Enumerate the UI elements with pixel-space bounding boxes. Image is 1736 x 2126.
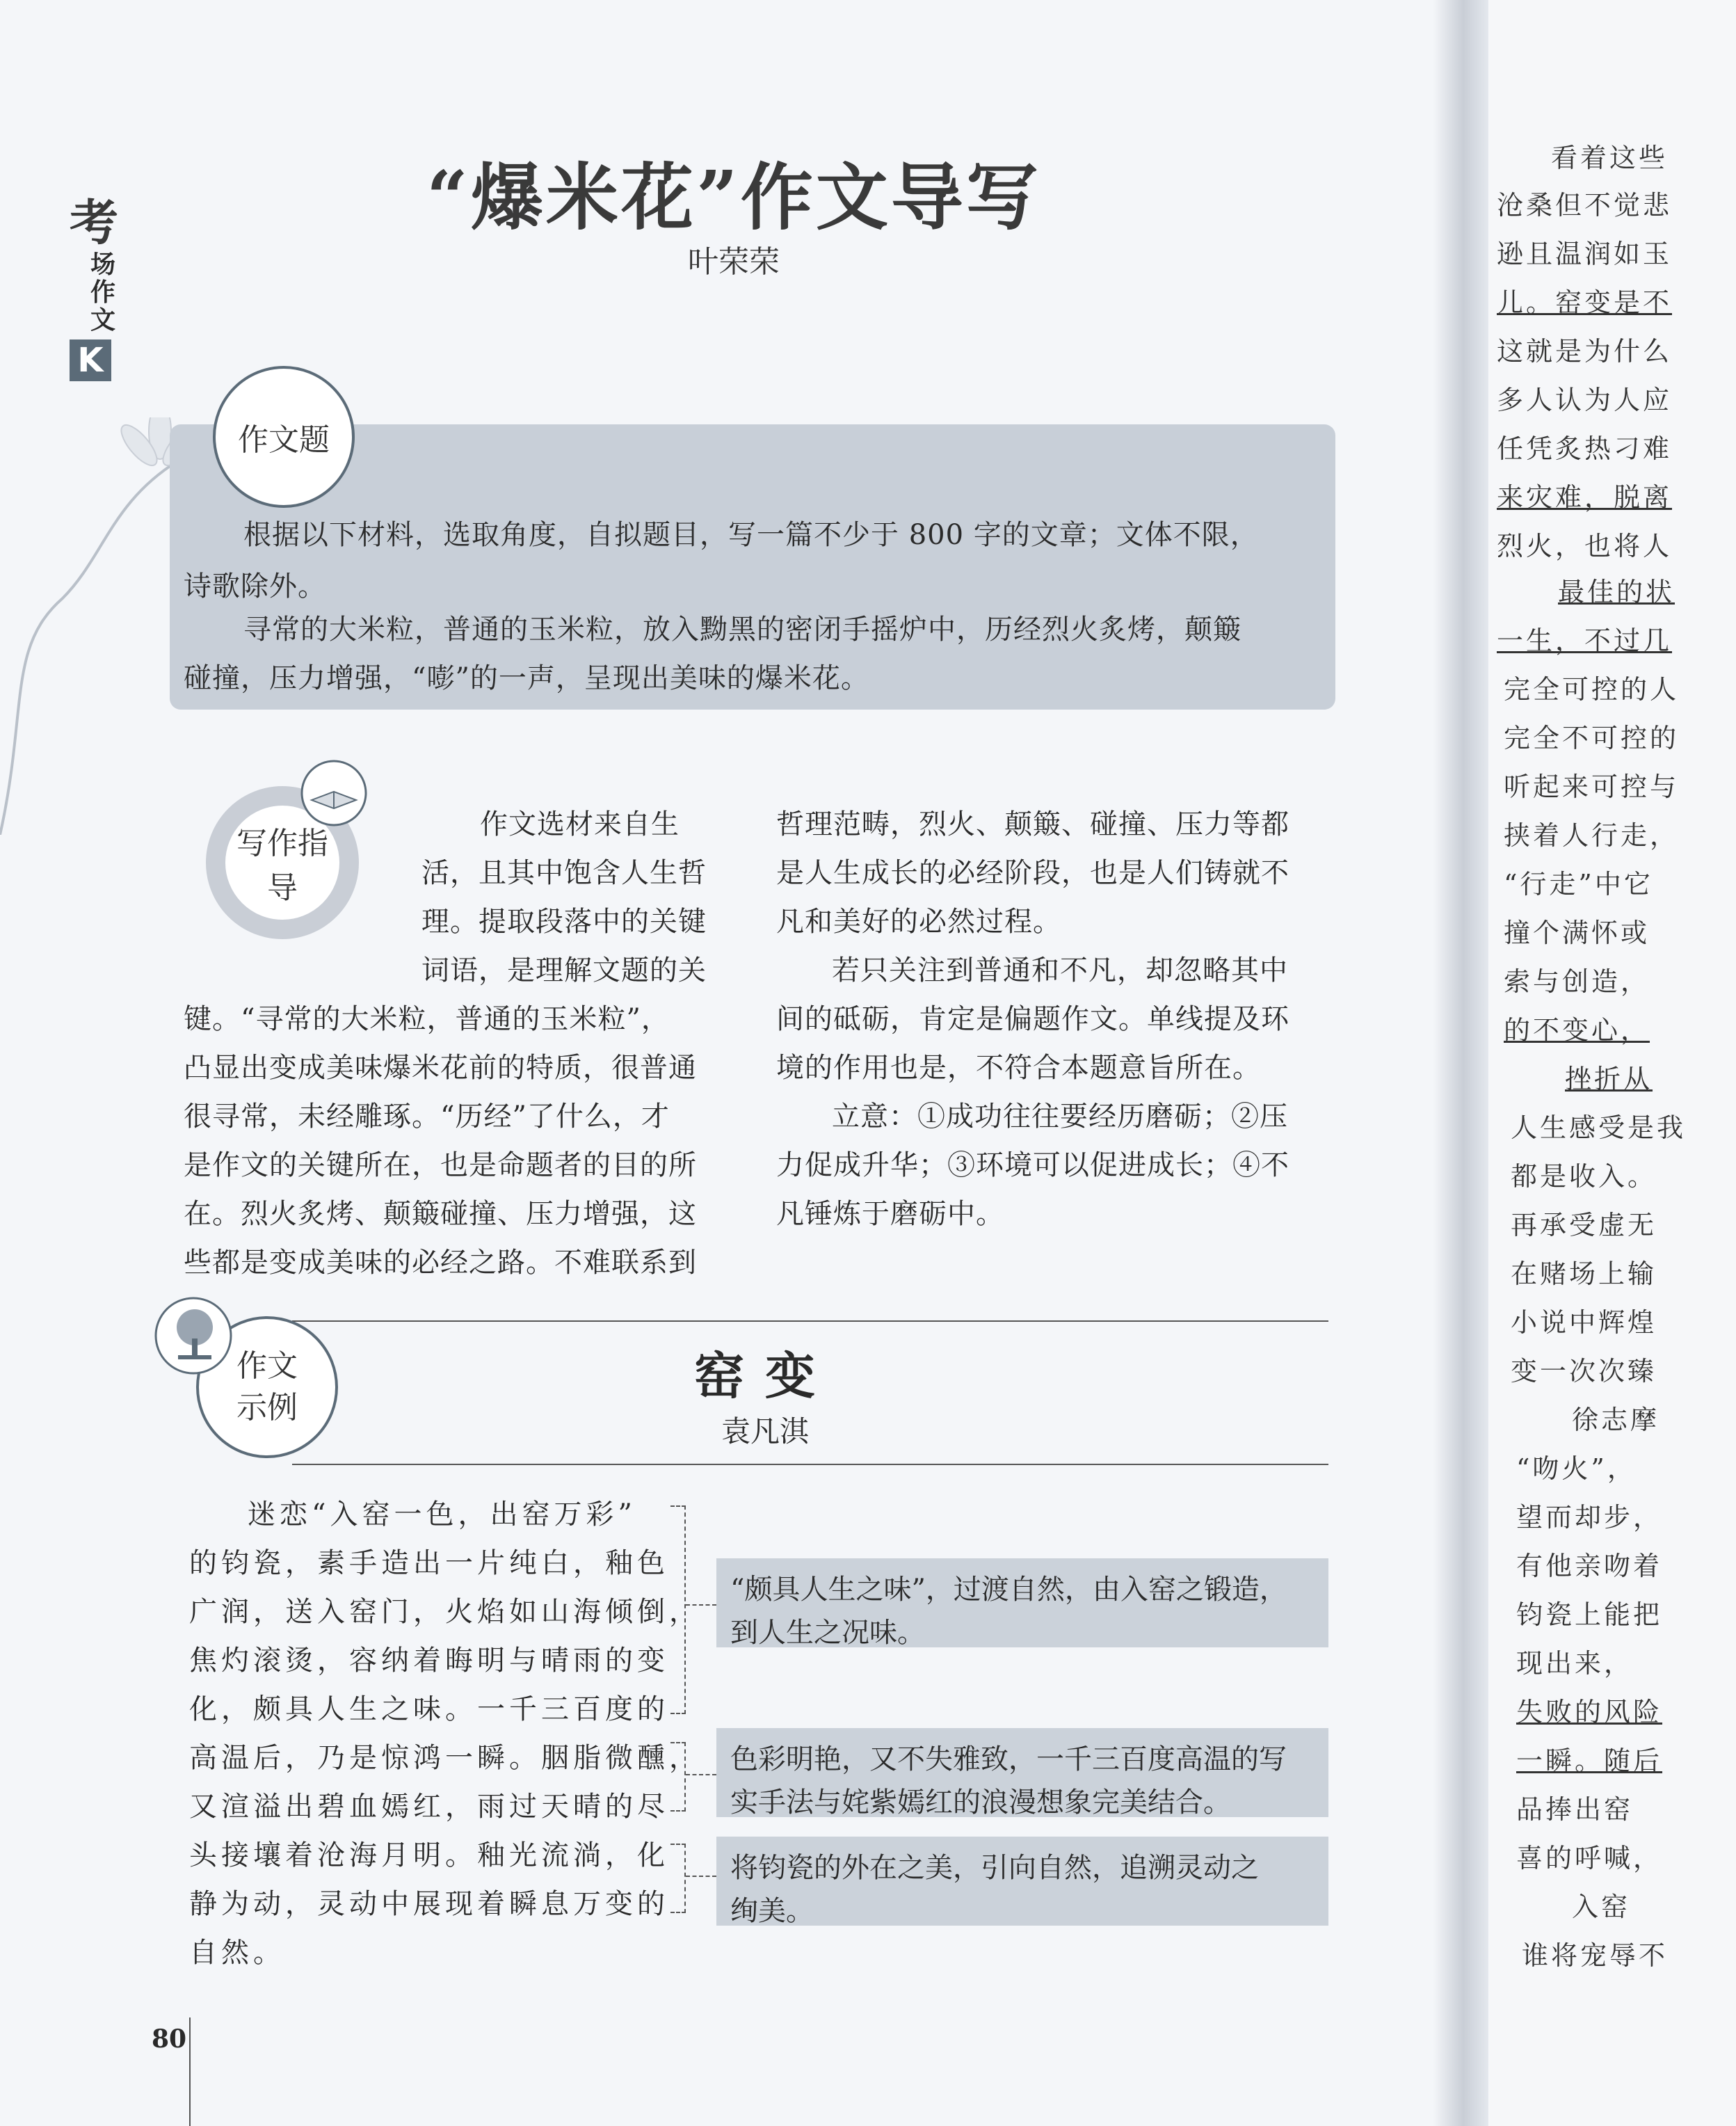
rp-line-15: 挟着人行走， <box>1504 820 1680 851</box>
guide-left-line-8: 是作文的关键所在，也是命题者的目的所 <box>184 1149 697 1181</box>
guide-left-line-2: 活，且其中饱含人生哲 <box>421 857 707 889</box>
rp-line-16: “行走”中它 <box>1504 869 1653 900</box>
guide-right-line-4: 若只关注到普通和不凡，却忽略其中 <box>832 954 1288 986</box>
rp-line-20: 挫折从 <box>1565 1064 1653 1094</box>
rp-line-31: 钧瓷上能把 <box>1516 1599 1663 1630</box>
book-gutter <box>1433 0 1488 2126</box>
rp-line-30: 有他亲吻着 <box>1516 1551 1663 1581</box>
rp-line-7: 任凭炙热刁难 <box>1497 433 1673 464</box>
sample-top-rule <box>292 1320 1328 1322</box>
rp-line-36: 喜的呼喊， <box>1516 1843 1663 1873</box>
rp-line-35: 品捧出窑 <box>1516 1794 1634 1825</box>
guide-right-line-6: 境的作用也是，不符合本题意旨所在。 <box>776 1052 1261 1084</box>
sample-line-3: 广润，送入窑门，火焰如山海倾倒， <box>189 1596 701 1628</box>
rp-line-24: 在赌场上输 <box>1511 1258 1657 1289</box>
comment-2-line1: 色彩明艳，又不失雅致，一千三百度高温的写 <box>730 1743 1287 1775</box>
comment-leader-3 <box>686 1876 716 1877</box>
sample-label-line2: 示例 <box>236 1390 298 1425</box>
prompt-p2-line1: 寻常的大米粒，普通的玉米粒，放入黝黑的密闭手摇炉中，历经烈火炙烤，颠簸 <box>243 614 1241 646</box>
guide-left-line-4: 词语，是理解文题的关 <box>421 954 707 986</box>
rp-line-19: 的不变心， <box>1504 1015 1650 1046</box>
rp-line-28: “吻火”， <box>1516 1453 1637 1484</box>
decorative-curve-icon <box>0 417 181 835</box>
right-page <box>1488 0 1736 2126</box>
sample-line-7: 又渲溢出碧血嫣红，雨过天晴的尽 <box>189 1791 669 1823</box>
article-author: 叶荣荣 <box>688 244 780 280</box>
prompt-p1-line2: 诗歌除外。 <box>184 570 326 602</box>
comment-1 <box>716 1558 1328 1647</box>
article-title: “爆米花”作文导写 <box>426 154 1041 240</box>
guide-right-line-1: 哲理范畴，烈火、颠簸、碰撞、压力等都 <box>776 808 1289 840</box>
rp-line-22: 都是收入。 <box>1511 1161 1657 1192</box>
comment-leader-2 <box>686 1774 716 1775</box>
comment-2 <box>716 1728 1328 1817</box>
comment-3-line1: 将钧瓷的外在之美，引向自然，追溯灵动之 <box>730 1852 1259 1884</box>
rp-line-6: 多人认为人应 <box>1497 385 1673 415</box>
rp-line-27: 徐志摩 <box>1572 1405 1660 1435</box>
guide-right-line-9: 凡锤炼于磨砺中。 <box>776 1198 1004 1230</box>
rp-line-17: 撞个满怀或 <box>1504 918 1650 948</box>
page-number-rule <box>189 2017 191 2126</box>
sample-line-2: 的钧瓷，素手造出一片纯白，釉色 <box>189 1547 669 1579</box>
prompt-p1-line1: 根据以下材料，选取角度，自拟题目，写一篇不少于 800 字的文章；文体不限， <box>243 519 1259 551</box>
sample-line-5: 化，颇具人生之味。一千三百度的 <box>189 1693 669 1725</box>
guide-right-line-5: 间的砥砺，肯定是偏题作文。单线提及环 <box>776 1003 1289 1035</box>
comment-bracket-2 <box>670 1742 686 1812</box>
tree-icon <box>152 1294 242 1377</box>
sample-line-9: 静为动，灵动中展现着瞬息万变的 <box>189 1888 669 1920</box>
prompt-label: 作文题 <box>238 422 330 458</box>
prompt-p2-line2: 碰撞，压力增强，“嘭”的一声，呈现出美味的爆米花。 <box>184 662 869 694</box>
rp-line-3: 逊且温润如玉 <box>1497 239 1673 269</box>
rp-line-1: 看着这些 <box>1551 143 1669 173</box>
guide-left-line-9: 在。烈火炙烤、颠簸碰撞、压力增强，这 <box>184 1198 697 1230</box>
guide-left-line-10: 些都是变成美味的必经之路。不难联系到 <box>184 1247 697 1279</box>
prompt-label-circle <box>213 366 355 508</box>
rp-line-14: 听起来可控与 <box>1504 772 1680 802</box>
rp-line-10: 最佳的状 <box>1558 577 1675 607</box>
rp-line-2: 沧桑但不觉悲 <box>1497 190 1673 221</box>
sample-title: 窑变 <box>693 1346 836 1405</box>
rp-line-26: 变一次次臻 <box>1511 1356 1657 1386</box>
rp-line-18: 索与创造， <box>1504 966 1650 997</box>
rp-line-23: 再承受虚无 <box>1511 1210 1657 1240</box>
sample-line-4: 焦灼滚烫，容纳着晦明与晴雨的变 <box>189 1645 669 1677</box>
guide-left-line-3: 理。提取段落中的关键 <box>421 906 707 938</box>
comment-2-line2: 实手法与姹紫嫣红的浪漫想象完美结合。 <box>730 1787 1231 1819</box>
page-number: 80 <box>152 2024 187 2054</box>
rp-line-4: 儿。窑变是不 <box>1497 287 1673 318</box>
sample-line-6: 高温后，乃是惊鸿一瞬。胭脂微醺， <box>189 1742 701 1774</box>
book-icon <box>292 758 376 828</box>
guide-label: 写作指导 <box>236 826 328 906</box>
rp-line-5: 这就是为什么 <box>1497 336 1673 367</box>
guide-left-line-7: 很寻常，未经雕琢。“历经”了什么，才 <box>184 1101 670 1133</box>
rp-line-9: 烈火，也将人 <box>1497 531 1673 561</box>
rp-line-33: 失败的风险 <box>1516 1697 1663 1727</box>
side-tab-label: 场作文 <box>90 250 116 335</box>
guide-left-line-5: 键。“寻常的大米粒，普通的玉米粒”， <box>184 1003 670 1035</box>
guide-right-line-8: 力促成升华；③环境可以促进成长；④不 <box>776 1149 1289 1181</box>
comment-1-line1: “颇具人生之味”，过渡自然，由入窑之锻造， <box>730 1574 1287 1606</box>
comment-bracket-1 <box>670 1505 686 1714</box>
comment-3 <box>716 1837 1328 1926</box>
rp-line-21: 人生感受是我 <box>1511 1112 1687 1143</box>
comment-1-line2: 到人生之况味。 <box>730 1617 925 1649</box>
comment-bracket-3 <box>670 1844 686 1913</box>
sample-bottom-rule <box>292 1464 1328 1465</box>
rp-line-13: 完全不可控的 <box>1504 723 1680 753</box>
sample-label-line1: 作文 <box>236 1348 298 1384</box>
sample-author: 袁凡淇 <box>721 1414 809 1448</box>
rp-line-37: 入窑 <box>1572 1892 1631 1922</box>
side-tab-k-badge: K <box>70 339 111 381</box>
rp-line-8: 来灾难，脱离 <box>1497 482 1673 513</box>
rp-line-25: 小说中辉煌 <box>1511 1307 1657 1338</box>
rp-line-32: 现出来， <box>1516 1648 1634 1679</box>
rp-line-29: 望而却步， <box>1516 1502 1663 1533</box>
guide-right-line-7: 立意：①成功往往要经历磨砺；②压 <box>832 1101 1288 1133</box>
side-tab-kao: 考 <box>70 193 118 251</box>
rp-line-34: 一瞬。随后 <box>1516 1745 1663 1776</box>
comment-3-line2: 绚美。 <box>730 1895 814 1927</box>
sample-line-1: 迷恋“入窑一色，出窑万彩” <box>248 1498 636 1530</box>
guide-left-line-6: 凸显出变成美味爆米花前的特质，很普通 <box>184 1052 697 1084</box>
guide-left-line-1: 作文选材来自生 <box>480 808 680 840</box>
rp-line-11: 一生，不过几 <box>1497 625 1673 656</box>
comment-leader-1 <box>686 1604 716 1606</box>
rp-line-12: 完全可控的人 <box>1504 674 1680 705</box>
rp-line-38: 谁将宠辱不 <box>1522 1940 1669 1971</box>
sample-line-10: 自然。 <box>189 1937 285 1969</box>
sample-line-8: 头接壤着沧海月明。釉光流淌，化 <box>189 1839 669 1871</box>
guide-right-line-2: 是人生成长的必经阶段，也是人们铸就不 <box>776 857 1289 889</box>
guide-right-line-3: 凡和美好的必然过程。 <box>776 906 1061 938</box>
